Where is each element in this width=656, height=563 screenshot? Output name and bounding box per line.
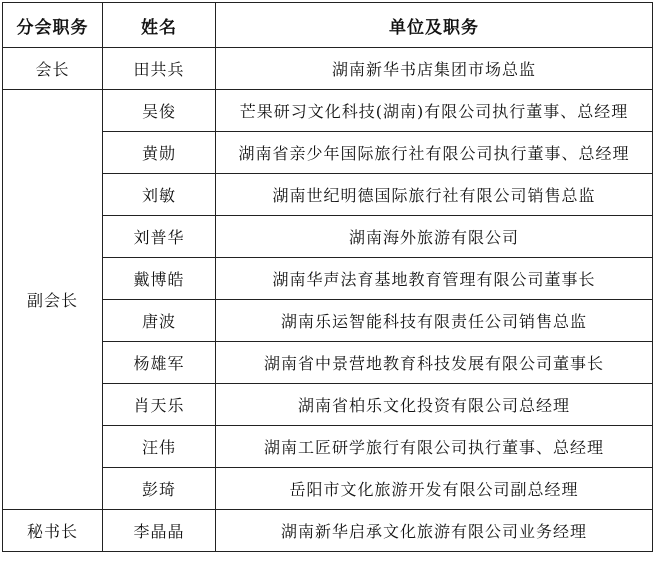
org-cell: 湖南乐运智能科技有限责任公司销售总监: [216, 300, 653, 342]
header-org: 单位及职务: [216, 3, 653, 48]
name-cell: 戴博皓: [103, 258, 216, 300]
name-cell: 杨雄军: [103, 342, 216, 384]
org-cell: 湖南工匠研学旅行有限公司执行董事、总经理: [216, 426, 653, 468]
name-cell: 唐波: [103, 300, 216, 342]
org-cell: 湖南省柏乐文化投资有限公司总经理: [216, 384, 653, 426]
header-name: 姓名: [103, 3, 216, 48]
org-cell: 湖南世纪明德国际旅行社有限公司销售总监: [216, 174, 653, 216]
name-cell: 吴俊: [103, 90, 216, 132]
name-cell: 李晶晶: [103, 510, 216, 552]
org-cell: 湖南海外旅游有限公司: [216, 216, 653, 258]
org-cell: 芒果研习文化科技(湖南)有限公司执行董事、总经理: [216, 90, 653, 132]
org-cell: 湖南新华启承文化旅游有限公司业务经理: [216, 510, 653, 552]
table-row: [3, 90, 653, 132]
role-cell-secretary-general: 秘书长: [3, 510, 103, 552]
table-header: [3, 3, 653, 48]
org-cell: 湖南省中景营地教育科技发展有限公司董事长: [216, 342, 653, 384]
table-row: [3, 48, 653, 90]
header-role: 分会职务: [3, 3, 103, 48]
name-cell: 刘普华: [103, 216, 216, 258]
members-table: [2, 2, 653, 552]
name-cell: 汪伟: [103, 426, 216, 468]
role-cell-vice-president: 副会长: [3, 90, 103, 510]
table-row: [3, 510, 653, 552]
org-cell: 湖南华声法育基地教育管理有限公司董事长: [216, 258, 653, 300]
name-cell: 田共兵: [103, 48, 216, 90]
header-row: [3, 3, 653, 48]
name-cell: 刘敏: [103, 174, 216, 216]
org-cell: 湖南新华书店集团市场总监: [216, 48, 653, 90]
table-body: [3, 48, 653, 552]
name-cell: 彭琦: [103, 468, 216, 510]
role-cell-president: 会长: [3, 48, 103, 90]
org-cell: 湖南省亲少年国际旅行社有限公司执行董事、总经理: [216, 132, 653, 174]
name-cell: 肖天乐: [103, 384, 216, 426]
name-cell: 黄勋: [103, 132, 216, 174]
org-cell: 岳阳市文化旅游开发有限公司副总经理: [216, 468, 653, 510]
